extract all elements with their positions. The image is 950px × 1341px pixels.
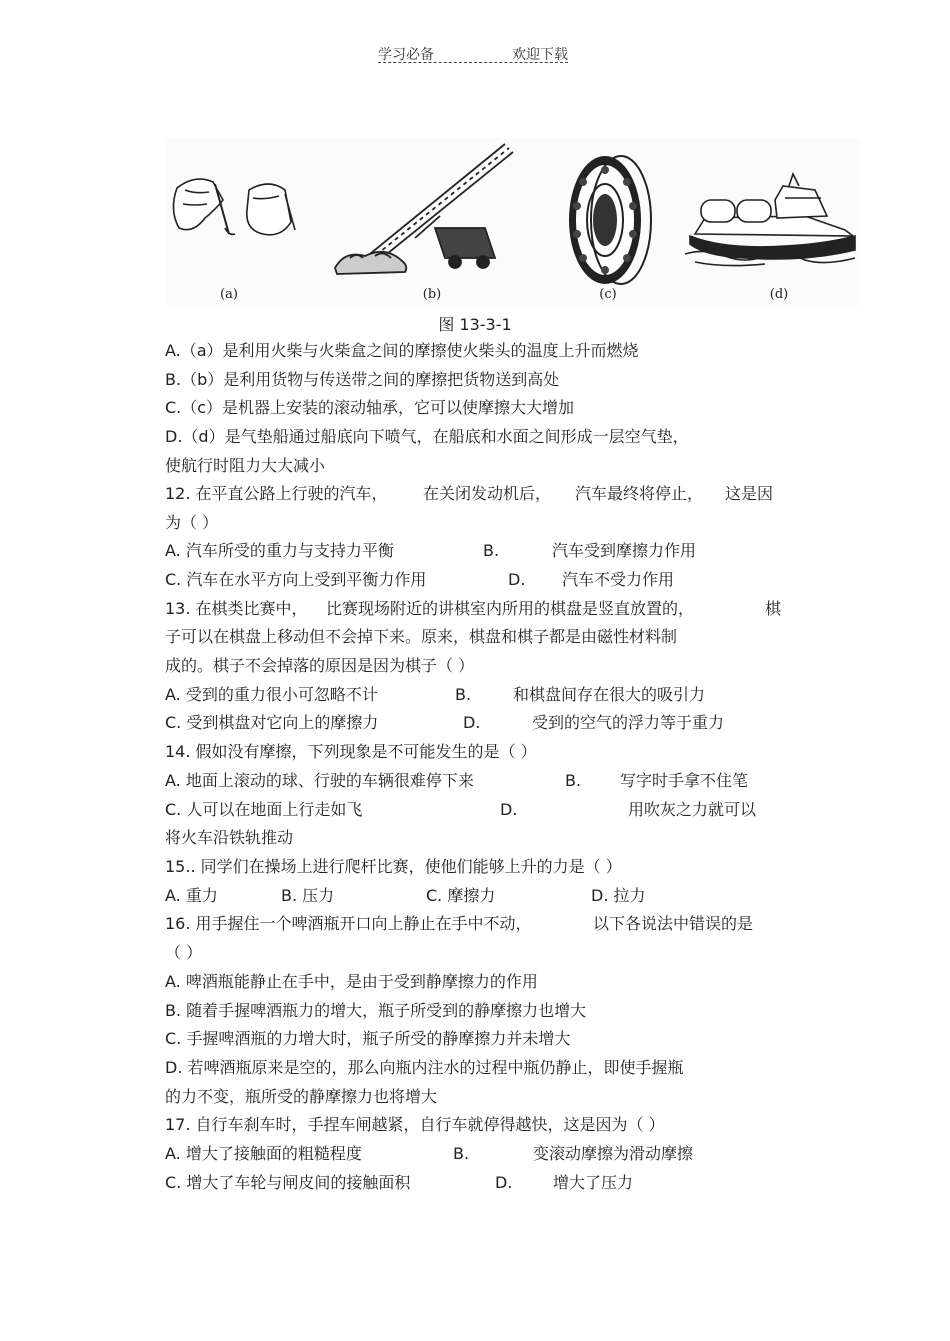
text-segment: 为（ ） — [165, 513, 219, 532]
text-segment: 和棋盘间存在很大的吸引力 — [513, 685, 706, 704]
figure-label-d: (d) — [769, 287, 789, 302]
figure-label-b: (b) — [422, 287, 442, 302]
text-segment: 汽车最终将停止， — [575, 484, 704, 503]
text-segment: 15.. 同学们在操场上进行爬杆比赛，使他们能够上升的力是（ ） — [165, 857, 622, 876]
text-segment: 16. 用手握住一个啤酒瓶开口向上静止在手中不动， — [165, 914, 532, 933]
page-header — [378, 44, 568, 64]
text-segment: B.（b）是利用货物与传送带之间的摩擦把货物送到高处 — [165, 370, 560, 389]
text-segment: C. 人可以在地面上行走如飞 — [165, 800, 363, 819]
text-segment: B. — [565, 771, 582, 790]
text-segment: 的力不变，瓶所受的静摩擦力也将增大 — [165, 1087, 438, 1106]
text-segment: D. 拉力 — [591, 886, 646, 905]
text-segment: D. — [500, 800, 518, 819]
text-segment: A.（a）是利用火柴与火柴盒之间的摩擦使火柴头的温度上升而燃烧 — [165, 341, 639, 360]
header-right-text: 欢迎下载 — [512, 47, 568, 63]
text-segment: 成的。棋子不会掉落的原因是因为棋子（ ） — [165, 656, 475, 675]
text-segment: 以下各说法中错误的是 — [593, 914, 754, 933]
text-segment: （ ） — [165, 943, 203, 962]
text-segment: 汽车受到摩擦力作用 — [552, 541, 697, 560]
text-segment: 13. 在棋类比赛中， — [165, 599, 308, 618]
text-segment: 写字时手拿不住笔 — [620, 771, 749, 790]
text-segment: 17. 自行车刹车时，手捏车闸越紧，自行车就停得越快，这是因为（ ） — [165, 1115, 665, 1134]
text-segment: C. 受到棋盘对它向上的摩擦力 — [165, 713, 379, 732]
text-segment: 子可以在棋盘上移动但不会掉下来。原来，棋盘和棋子都是由磁性材料制 — [165, 627, 678, 646]
text-segment: D. — [463, 713, 481, 732]
text-segment: C. 汽车在水平方向上受到平衡力作用 — [165, 570, 427, 589]
text-segment: A. 啤酒瓶能静止在手中，是由于受到静摩擦力的作用 — [165, 972, 538, 991]
text-segment: D.（d）是气垫船通过船底向下喷气，在船底和水面之间形成一层空气垫， — [165, 427, 689, 446]
text-segment: C. 手握啤酒瓶的力增大时，瓶子所受的静摩擦力并未增大 — [165, 1029, 571, 1048]
text-segment: B. — [453, 1144, 470, 1163]
text-segment: 用吹灰之力就可以 — [628, 800, 757, 819]
text-segment: D. — [508, 570, 526, 589]
text-segment: 12. 在平直公路上行驶的汽车， — [165, 484, 388, 503]
text-segment: B. 压力 — [281, 886, 335, 905]
text-segment: 受到的空气的浮力等于重力 — [532, 713, 725, 732]
text-segment: 棋 — [765, 599, 782, 618]
text-segment: A. 地面上滚动的球、行驶的车辆很难停下来 — [165, 771, 474, 790]
text-segment: 汽车不受力作用 — [562, 570, 675, 589]
figure-caption: 图 13-3-1 — [438, 315, 512, 334]
text-segment: B. — [483, 541, 500, 560]
text-segment: 将火车沿铁轨推动 — [165, 828, 294, 847]
text-segment: B. — [455, 685, 472, 704]
text-segment: A. 汽车所受的重力与支持力平衡 — [165, 541, 394, 560]
text-segment: C.（c）是机器上安装的滚动轴承，它可以使摩擦大大增加 — [165, 398, 575, 417]
text-segment: A. 增大了接触面的粗糙程度 — [165, 1144, 362, 1163]
text-segment: 14. 假如没有摩擦，下列现象是不可能发生的是（ ） — [165, 742, 537, 761]
text-segment: A. 受到的重力很小可忽略不计 — [165, 685, 378, 704]
figure-label-a: (a) — [220, 287, 238, 302]
text-segment: 增大了压力 — [553, 1173, 634, 1192]
text-segment: A. 重力 — [165, 886, 218, 905]
text-segment: 变滚动摩擦为滑动摩擦 — [533, 1144, 694, 1163]
text-segment: 在关闭发动机后， — [423, 484, 552, 503]
text-segment: C. 摩擦力 — [426, 886, 496, 905]
figure-label-c: (c) — [599, 287, 617, 302]
text-segment: C. 增大了车轮与闸皮间的接触面积 — [165, 1173, 411, 1192]
text-segment: B. 随着手握啤酒瓶力的增大，瓶子所受到的静摩擦力也增大 — [165, 1001, 587, 1020]
figure-13-3-1 — [165, 138, 860, 306]
text-segment: 使航行时阻力大大减小 — [165, 456, 326, 475]
text-segment: D. — [495, 1173, 513, 1192]
text-segment: D. 若啤酒瓶原来是空的，那么向瓶内注水的过程中瓶仍静止，即使手握瓶 — [165, 1058, 684, 1077]
text-segment: 这是因 — [725, 484, 774, 503]
text-segment: 比赛现场附近的讲棋室内所用的棋盘是竖直放置的， — [326, 599, 695, 618]
header-dashed-rule — [378, 62, 568, 63]
header-left-text: 学习必备 — [378, 47, 434, 63]
